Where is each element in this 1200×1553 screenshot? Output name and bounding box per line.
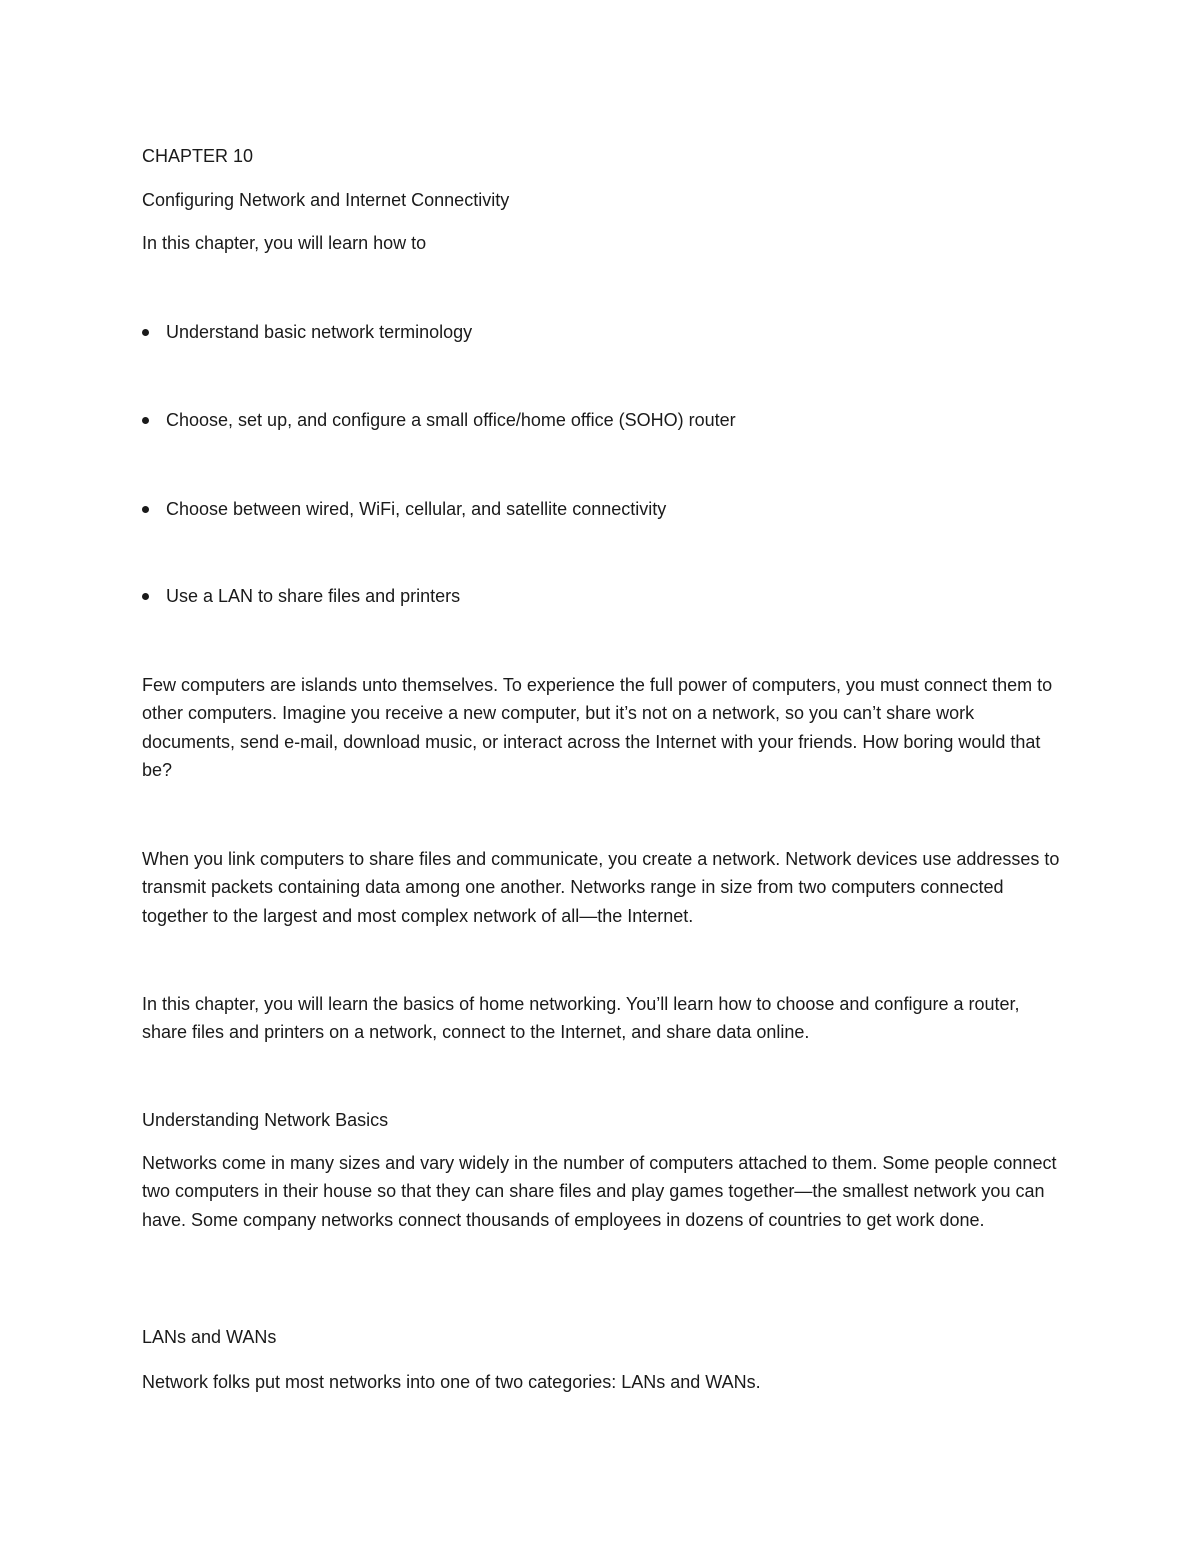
list-item (142, 318, 472, 346)
paragraph-categories: Network folks put most networks into one of two categories: LANs and WANs. (142, 1372, 761, 1392)
bullet-icon (142, 593, 149, 600)
list-item-text: Choose, set up, and configure a small office/home office (SOHO) router (166, 410, 736, 430)
bullet-icon (142, 506, 149, 513)
paragraph-networks: When you link computers to share files and communicate, you create a network. Network devices use addresses to transmit packets containing data among one another. Networks range in size from two computers connected together to the largest and most complex network of all—the Internet. (142, 849, 1060, 926)
intro-line: In this chapter, you will learn how to (142, 233, 427, 253)
bullet-icon (142, 417, 149, 424)
list-item (142, 495, 666, 523)
list-item (142, 406, 736, 434)
list-item-text: Understand basic network terminology (166, 322, 473, 342)
list-item-text: Choose between wired, WiFi, cellular, and satellite connectivity (166, 499, 667, 519)
chapter-label: CHAPTER 10 (142, 146, 254, 166)
list-item-text: Use a LAN to share files and printers (166, 586, 461, 606)
paragraph-chapter-overview: In this chapter, you will learn the basics of home networking. You’ll learn how to choose and configure a router, share files and printers on a network, connect to the Internet, and share data online. (142, 994, 1020, 1043)
list-item (142, 582, 460, 610)
section-heading-network-basics: Understanding Network Basics (142, 1110, 389, 1130)
chapter-title: Configuring Network and Internet Connectivity (142, 190, 510, 210)
paragraph-intro: Few computers are islands unto themselves. To experience the full power of computers, you must connect them to other computers. Imagine you receive a new computer, but it’s not on a network, so you can’t share work documents, send e-mail, download music, or interact across the Internet with your friends. How boring would that be? (142, 675, 1053, 780)
bullet-icon (142, 329, 149, 336)
paragraph-network-sizes: Networks come in many sizes and vary widely in the number of computers attached to them. Some people connect two computers in their house so that they can share files and play games together—the smallest network you can have. Some company networks connect thousands of employees in dozens of countries to get work done. (142, 1153, 1057, 1230)
section-heading-lans-wans: LANs and WANs (142, 1327, 277, 1347)
